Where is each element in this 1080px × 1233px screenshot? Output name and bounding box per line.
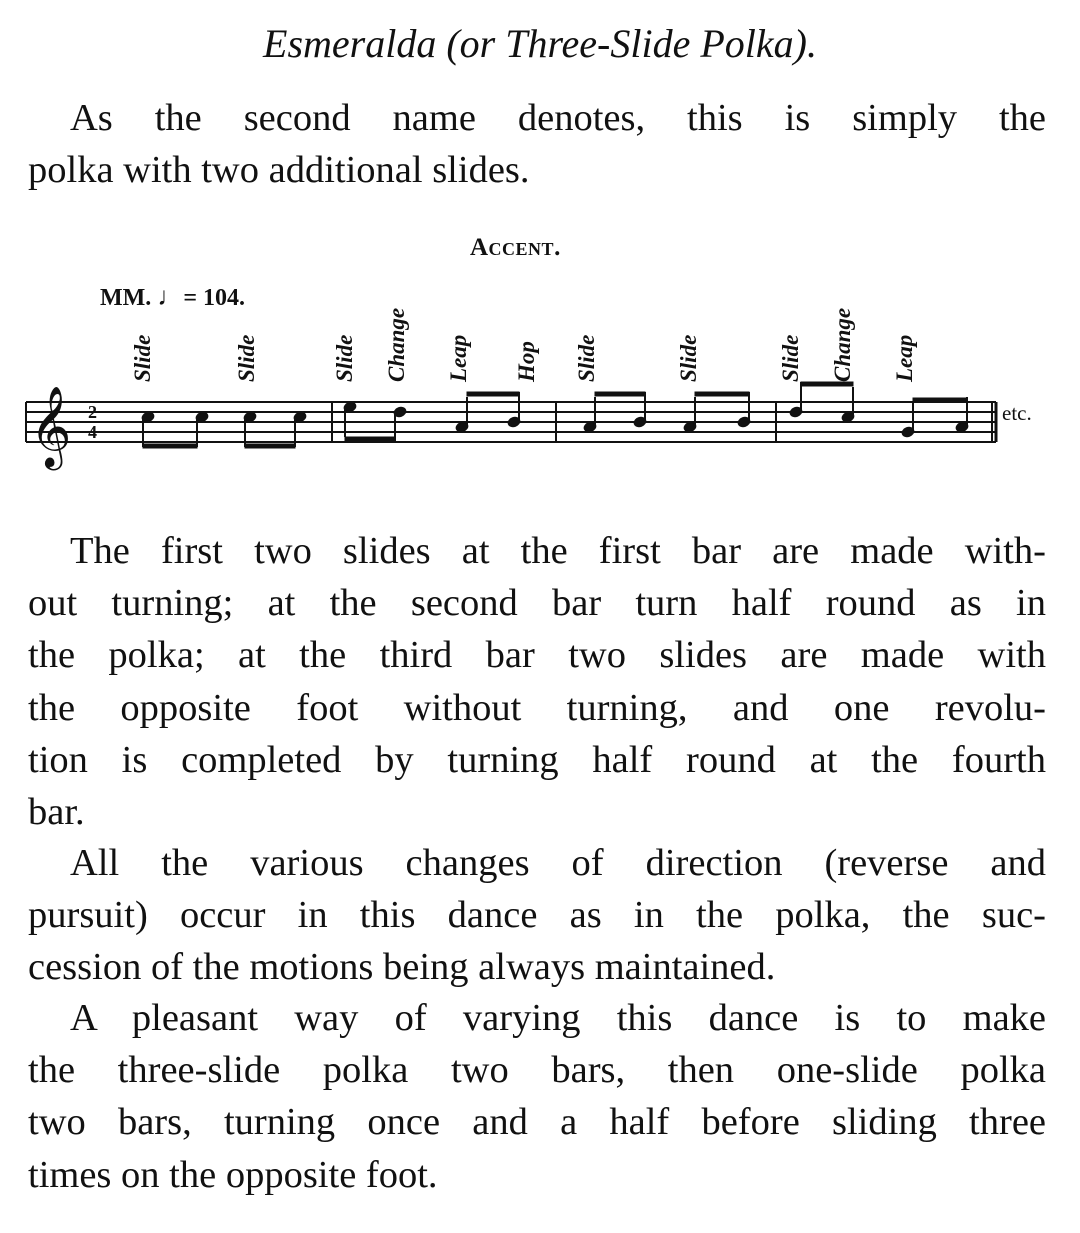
quarter-note-icon: ♩: [157, 282, 184, 311]
svg-text:4: 4: [88, 422, 97, 442]
music-notation: [0, 290, 1080, 500]
dance-title: Esmeralda (or Three-Slide Polka).: [263, 21, 817, 66]
text-line: the opposite foot without turning, and one revolu-: [28, 686, 1046, 729]
text-line: the polka; at the third bar two slides are made with: [28, 634, 1046, 677]
text-line: pursuit) occur in this dance as in the polka, the suc-: [28, 894, 1046, 937]
text-line: A pleasant way of varying this dance is to make: [70, 997, 1046, 1039]
step-label: Slide: [234, 334, 259, 382]
treble-clef-icon: [30, 385, 71, 470]
text-line: polka with two additional slides.: [28, 149, 530, 192]
time-signature: [88, 402, 97, 442]
text-line: out turning; at the second bar turn half round as in: [28, 582, 1046, 625]
note-beam: [143, 444, 197, 448]
tempo-prefix: MM.: [100, 285, 152, 311]
paragraph-3: [28, 992, 1046, 1201]
svg-text:2: 2: [88, 402, 97, 422]
text-line: All the various changes of direction (reverse and: [70, 842, 1046, 884]
paragraph-2: [28, 837, 1046, 994]
text-line: bar.: [28, 791, 85, 834]
note-beam: [245, 444, 295, 448]
note-beam: [467, 392, 519, 396]
step-label: Slide: [676, 334, 701, 382]
text-line: As the second name denotes, this is simply the: [70, 97, 1046, 139]
step-label: Change: [830, 307, 855, 382]
step-label: Slide: [130, 334, 155, 382]
note-beam: [345, 437, 395, 441]
text-line: tion is completed by turning half round at the fourth: [28, 738, 1046, 781]
text-line: two bars, turning once and a half before sliding three: [28, 1101, 1046, 1144]
text-line: times on the opposite foot.: [28, 1153, 438, 1196]
tempo-value: = 104.: [183, 285, 245, 311]
text-line: The first two slides at the first bar are made with-: [70, 530, 1046, 572]
etc-label: etc.: [1002, 401, 1032, 425]
step-label: Change: [384, 307, 409, 382]
accent-label: Accent.: [470, 234, 561, 261]
step-label: Slide: [332, 334, 357, 382]
step-label: Slide: [778, 334, 803, 382]
note-beam: [595, 392, 645, 396]
note-beam: [801, 382, 853, 386]
note-beam: [695, 392, 749, 396]
text-line: the three-slide polka two bars, then one-slide polka: [28, 1049, 1046, 1092]
step-label: Leap: [892, 334, 917, 382]
step-labels: [130, 308, 917, 383]
step-label: Leap: [446, 334, 471, 382]
step-label: Hop: [514, 341, 539, 382]
svg-text:𝄞: 𝄞: [30, 385, 72, 467]
note-beam: [913, 398, 967, 402]
text-line: cession of the motions being always maintained.: [28, 946, 776, 989]
paragraph-1: [28, 525, 1046, 838]
intro-paragraph: [28, 92, 1046, 196]
step-label: Slide: [574, 334, 599, 382]
